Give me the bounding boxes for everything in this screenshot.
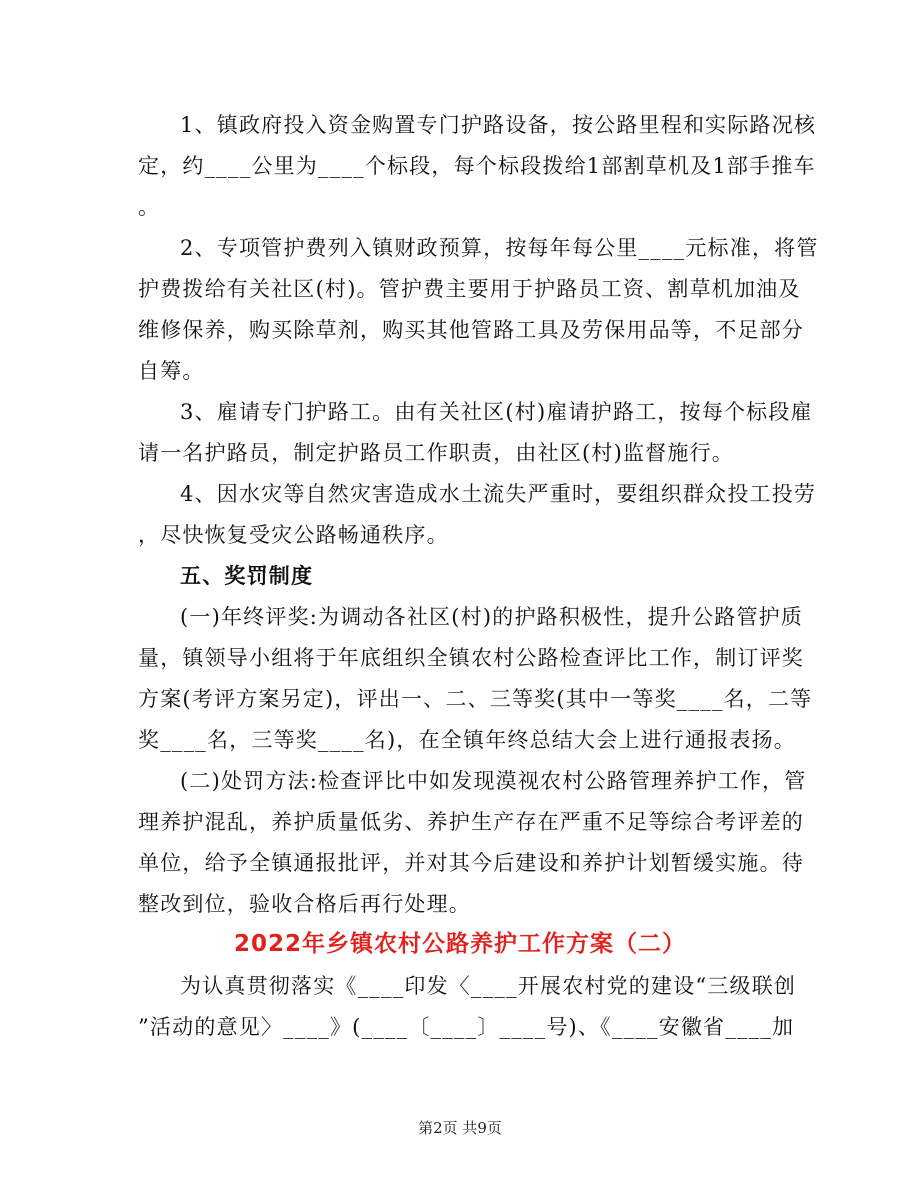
- paragraph-2-line-4: 自筹。: [138, 359, 205, 383]
- section-heading-rewards: 五、奖罚制度: [180, 563, 314, 588]
- paragraph-7-line-2: ”活动的意见〉____》(____〔____〕____号)、《____安徽省____加: [138, 1015, 795, 1039]
- paragraph-4-line-2: ，尽快恢复受灾公路畅通秩序。: [138, 523, 449, 547]
- paragraph-6-line-2: 理养护混乱，养护质量低劣、养护生产存在严重不足等综合考评差的: [138, 810, 804, 834]
- paragraph-6-line-3: 单位，给予全镇通报批评，并对其今后建设和养护计划暂缓实施。待: [138, 851, 804, 875]
- paragraph-7-line-1: 为认真贯彻落实《____印发〈____开展农村党的建设“三级联创: [180, 974, 797, 998]
- paragraph-4-line-1: 4、因水灾等自然灾害造成水土流失严重时，要组织群众投工投劳: [180, 482, 817, 506]
- paragraph-5-line-3: 方案(考评方案另定)，评出一、二、三等奖(其中一等奖____名，二等: [138, 687, 813, 711]
- paragraph-1-line-1: 1、镇政府投入资金购置专门护路设备，按公路里程和实际路况核: [180, 113, 817, 137]
- paragraph-6-line-4: 整改到位，验收合格后再行处理。: [138, 892, 471, 916]
- paragraph-2-line-1: 2、专项管护费列入镇财政预算，按每年每公里____元标准，将管: [180, 236, 819, 260]
- paragraph-3-line-1: 3、雇请专门护路工。由有关社区(村)雇请护路工，按每个标段雇: [180, 400, 813, 424]
- paragraph-5-line-1: (一)年终评奖:为调动各社区(村)的护路积极性，提升公路管护质: [180, 605, 804, 629]
- paragraph-3-line-2: 请一名护路员，制定护路员工作职责，由社区(村)监督施行。: [138, 441, 734, 465]
- paragraph-1-line-3: 。: [138, 195, 161, 219]
- paragraph-2-line-3: 维修保养，购买除草剂，购买其他管路工具及劳保用品等，不足部分: [138, 318, 804, 342]
- paragraph-6-line-1: (二)处罚方法:检查评比中如发现漠视农村公路管理养护工作，管: [180, 769, 807, 793]
- paragraph-5-line-2: 量，镇领导小组将于年底组织全镇农村公路检查评比工作，制订评奖: [138, 646, 804, 670]
- paragraph-2-line-2: 护费拨给有关社区(村)。管护费主要用于护路员工资、割草机加油及: [138, 277, 801, 301]
- page-footer: 第2页 共9页: [418, 1119, 502, 1137]
- paragraph-1-line-2: 定，约____公里为____个标段，每个标段拨给1部割草机及1部手推车: [138, 154, 816, 178]
- section-title: 2022年乡镇农村公路养护工作方案（二）: [233, 931, 686, 957]
- paragraph-5-line-4: 奖____名，三等奖____名)，在全镇年终总结大会上进行通报表扬。: [138, 728, 796, 752]
